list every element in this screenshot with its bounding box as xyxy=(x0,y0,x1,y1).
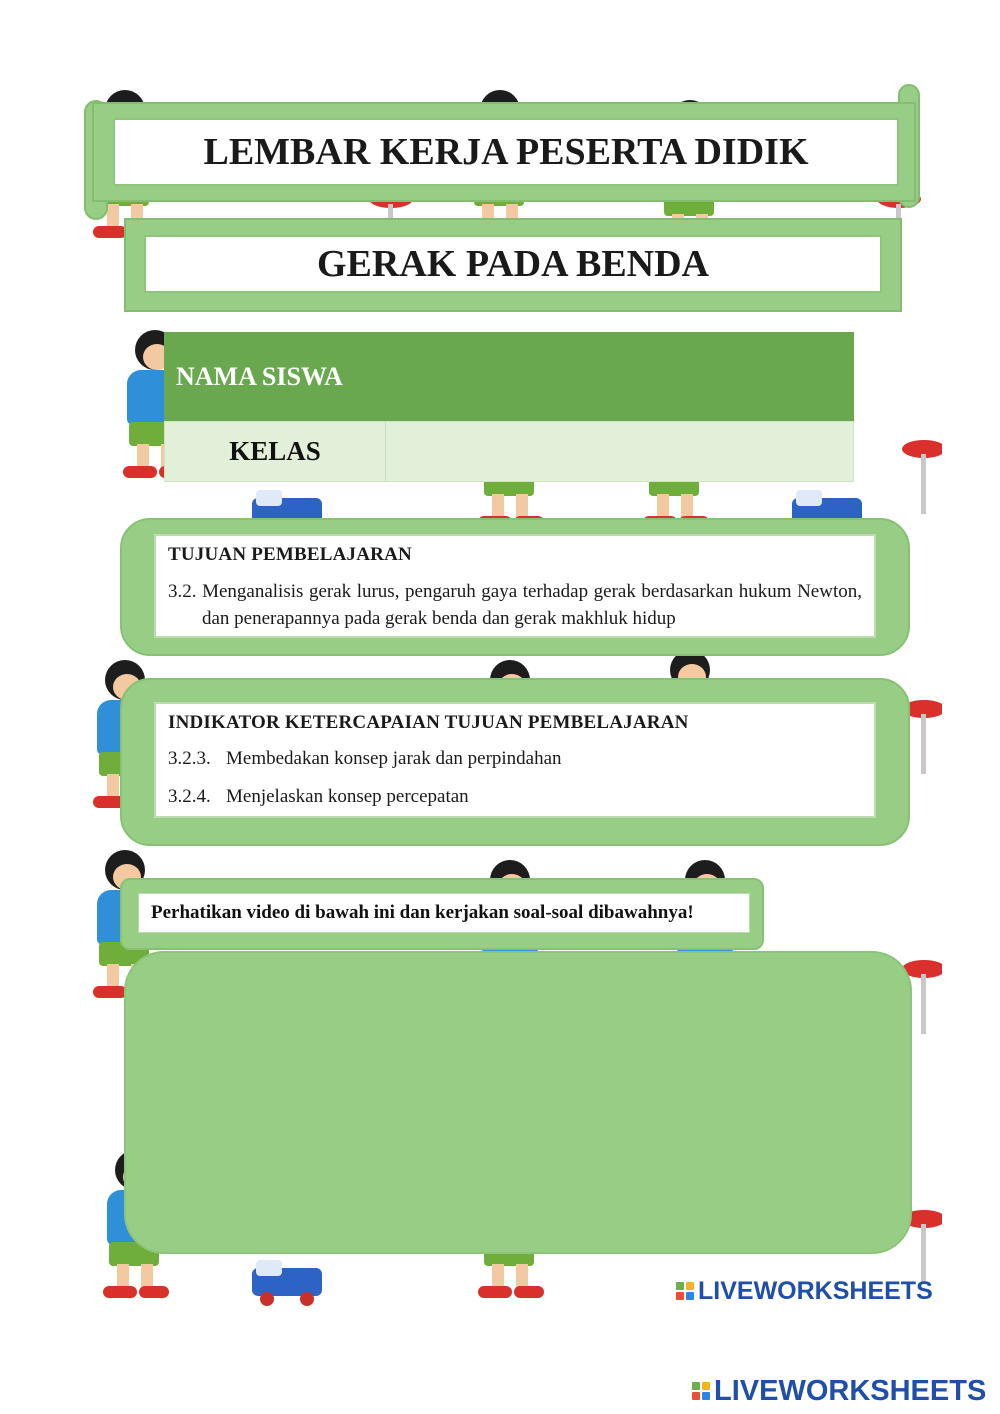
objectives-title: TUJUAN PEMBELAJARAN xyxy=(168,544,412,565)
worksheet-title: LEMBAR KERJA PESERTA DIDIK xyxy=(113,118,899,186)
indicator-text: Membedakan konsep jarak dan perpindahan xyxy=(226,748,562,769)
footer-logo-text: LIVEWORKSHEETS xyxy=(714,1374,987,1407)
footer-logo[interactable] xyxy=(692,1374,986,1408)
student-class-row xyxy=(164,421,854,482)
indicator-text: Menjelaskan konsep percepatan xyxy=(226,786,469,807)
indicator-number: 3.2.4. xyxy=(168,786,211,807)
toy-truck-decoration xyxy=(252,1260,322,1306)
indicator-item xyxy=(168,746,862,772)
student-name-label: NAMA SISWA xyxy=(176,361,343,391)
objectives-description: Menganalisis gerak lurus, pengaruh gaya terhadap gerak berdasarkan hukum Newton, dan penerapannya pada gerak benda dan gerak makhluk hidup xyxy=(202,581,862,629)
indicator-number: 3.2.3. xyxy=(168,748,211,769)
liveworksheets-logo-icon xyxy=(692,1382,710,1400)
worksheet-subtitle: GERAK PADA BENDA xyxy=(144,235,882,293)
liveworksheets-logo-icon xyxy=(676,1282,694,1300)
objectives-text xyxy=(168,578,862,632)
student-name-row xyxy=(164,332,854,421)
student-class-field[interactable] xyxy=(387,422,853,481)
inner-watermark-text: LIVEWORKSHEETS xyxy=(698,1276,933,1305)
instruction-text: Perhatikan video di bawah ini dan kerjakan soal-soal dibawahnya! xyxy=(138,893,750,933)
indicators-panel xyxy=(154,702,876,818)
stool-decoration xyxy=(902,440,942,520)
student-class-label: KELAS xyxy=(165,422,386,481)
video-placeholder[interactable] xyxy=(124,951,912,1254)
objectives-number: 3.2. xyxy=(168,581,197,602)
objectives-panel xyxy=(154,534,876,638)
indicator-item xyxy=(168,784,862,810)
indicators-title: INDIKATOR KETERCAPAIAN TUJUAN PEMBELAJARAN xyxy=(168,712,689,733)
inner-watermark xyxy=(676,1276,933,1306)
